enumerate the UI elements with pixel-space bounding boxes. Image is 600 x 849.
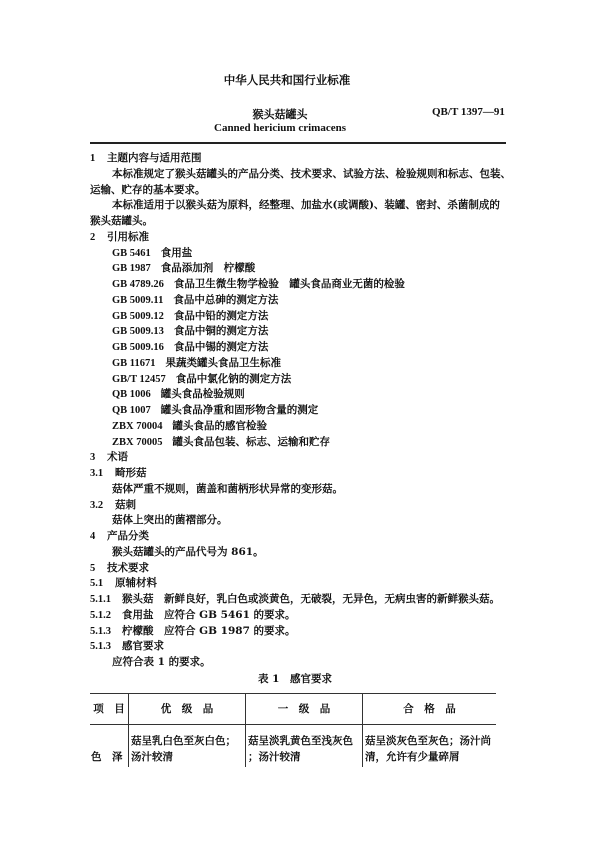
reference-code: GB 5009.11 [112,294,164,306]
section-heading [90,450,520,466]
reference-code: GB 5009.12 [112,310,164,322]
paragraph-line [90,198,520,214]
section-heading [90,498,520,514]
reference-item [90,277,520,293]
paragraph-line [90,183,520,199]
reference-item [90,324,520,340]
reference-title: 食用盐 [160,246,193,259]
reference-item [90,419,520,435]
cell-line: 汤汁较清 [131,750,173,763]
section-number: 3.1 [90,468,104,479]
cell-line: 菇呈淡灰色至灰色；汤汁尚 [365,735,491,747]
document-title-cn: 猴头菇罐头 [252,108,308,121]
table-cell-premium [131,734,236,766]
table-row-label: 色 泽 [91,751,123,763]
table-top-rule [90,693,496,694]
paragraph-text: 运输、贮存的基本要求。 [90,183,206,196]
reference-item [90,372,520,388]
section-number: 5.1.3 [90,625,111,637]
standard-code: QB/T 1397—91 [432,106,505,118]
section-heading [90,466,520,482]
section-heading [90,230,520,246]
section-heading [90,624,520,640]
reference-title: 食品中总砷的测定方法 [173,293,279,306]
paragraph-line [90,513,520,529]
reference-title: 食品中铜的测定方法 [173,325,269,338]
reference-title: 果蔬类罐头食品卫生标准 [165,356,281,369]
reference-code: GB 11671 [112,357,156,369]
paragraph-text: 菇体上突出的菌褶部分。 [112,514,228,527]
table-header-premium: 优 级 品 [160,703,214,715]
section-number: 1 [90,153,96,164]
section-text: 术语 [107,451,128,464]
section-heading [90,608,520,624]
paragraph-line [90,545,520,561]
reference-item [90,435,520,451]
reference-code: ZBX 70005 [112,436,163,448]
cell-line: 菇呈淡乳黄色至浅灰色 [248,735,353,747]
table-cell-first-grade [248,734,353,766]
section-text: 柠檬酸 应符合 GB 1987 的要求。 [122,624,296,637]
standard-org-heading: 中华人民共和国行业标准 [223,73,351,87]
section-number: 5.1.1 [90,594,111,605]
paragraph-line [90,655,520,671]
table-header-rule [90,724,496,725]
reference-item [90,309,520,325]
section-heading [90,561,520,577]
reference-item [90,356,520,372]
cell-line: 清，允许有少量碎屑 [365,750,460,763]
section-text: 原辅材料 [115,577,157,590]
paragraph-text: 猴头菇罐头的产品代号为 861。 [112,545,264,558]
reference-title: 罐头食品包装、标志、运输和贮存 [172,435,330,448]
section-text: 畸形菇 [115,467,147,479]
paragraph-text: 应符合表 1 的要求。 [112,656,211,668]
cell-line: ；汤汁较清 [248,750,301,763]
section-number: 5.1 [90,578,104,590]
reference-title: 罐头食品的感官检验 [172,419,267,432]
section-text: 感官要求 [122,640,164,653]
reference-item [90,246,520,262]
section-text: 猴头菇 新鲜良好，乳白色或淡黄色，无破裂，无异色，无病虫害的新鲜猴头菇。 [122,593,500,605]
reference-title: 食品中氯化钠的测定方法 [175,372,292,385]
paragraph-text: 本标准适用于以猴头菇为原料，经整理、加盐水(或调酸)、装罐、密封、杀菌制成的 [112,199,500,212]
reference-title: 罐头食品净重和固形物含量的测定 [160,404,319,416]
table-header-item: 项 目 [93,703,125,715]
paragraph-line [90,167,520,183]
section-heading [90,529,520,545]
reference-item [90,340,520,356]
paragraph-text: 猴头菇罐头。 [90,215,153,227]
section-text: 主题内容与适用范围 [107,152,202,164]
document-body [90,151,520,671]
reference-item [90,387,520,403]
reference-title: 食品中铅的测定方法 [173,309,269,322]
section-number: 5 [90,562,96,574]
reference-item [90,261,520,277]
reference-code: GB 5461 [112,247,151,259]
section-text: 食用盐 应符合 GB 5461 的要求。 [122,608,296,621]
section-number: 2 [90,231,96,243]
table-header-first-grade: 一 级 品 [277,703,331,715]
reference-item [90,403,520,419]
reference-code: GB/T 12457 [112,373,166,385]
reference-item [90,293,520,309]
section-number: 3 [90,452,96,464]
section-heading [90,576,520,592]
section-number: 5.1.3 [90,641,111,653]
reference-code: QB 1007 [112,405,151,416]
reference-code: ZBX 70004 [112,420,163,432]
document-title-en: Canned hericium crimacens [214,122,346,134]
section-heading [90,151,520,167]
section-text: 引用标准 [107,230,149,243]
reference-code: GB 5009.16 [112,342,164,353]
section-text: 产品分类 [107,530,149,542]
section-heading [90,639,520,655]
header-rule [90,142,506,144]
reference-title: 食品添加剂 柠檬酸 [160,262,256,275]
reference-title: 食品卫生微生物学检验 罐头食品商业无菌的检验 [173,278,405,290]
section-number: 3.2 [90,499,104,511]
section-text: 菇刺 [115,498,136,511]
table-header-qualified: 合 格 品 [403,703,456,715]
cell-line: 菇呈乳白色至灰白色； [131,735,236,747]
paragraph-line [90,214,520,230]
paragraph-text: 菇体严重不规则，菌盖和菌柄形状异常的变形菇。 [112,482,343,495]
section-number: 4 [90,531,96,542]
section-text: 技术要求 [107,561,149,574]
section-number: 5.1.2 [90,609,111,621]
reference-code: QB 1006 [112,389,151,401]
reference-code: GB 4789.26 [112,279,164,290]
table-caption: 表 1 感官要求 [258,673,332,685]
table-cell-qualified [365,734,491,766]
paragraph-line [90,482,520,498]
reference-title: 罐头食品检验规则 [160,388,245,401]
paragraph-text: 本标准规定了猴头菇罐头的产品分类、技术要求、试验方法、检验规则和标志、包装、 [112,167,511,180]
reference-code: GB 5009.13 [112,326,164,338]
section-heading [90,592,520,608]
reference-title: 食品中锡的测定方法 [173,341,269,353]
reference-code: GB 1987 [112,263,151,275]
